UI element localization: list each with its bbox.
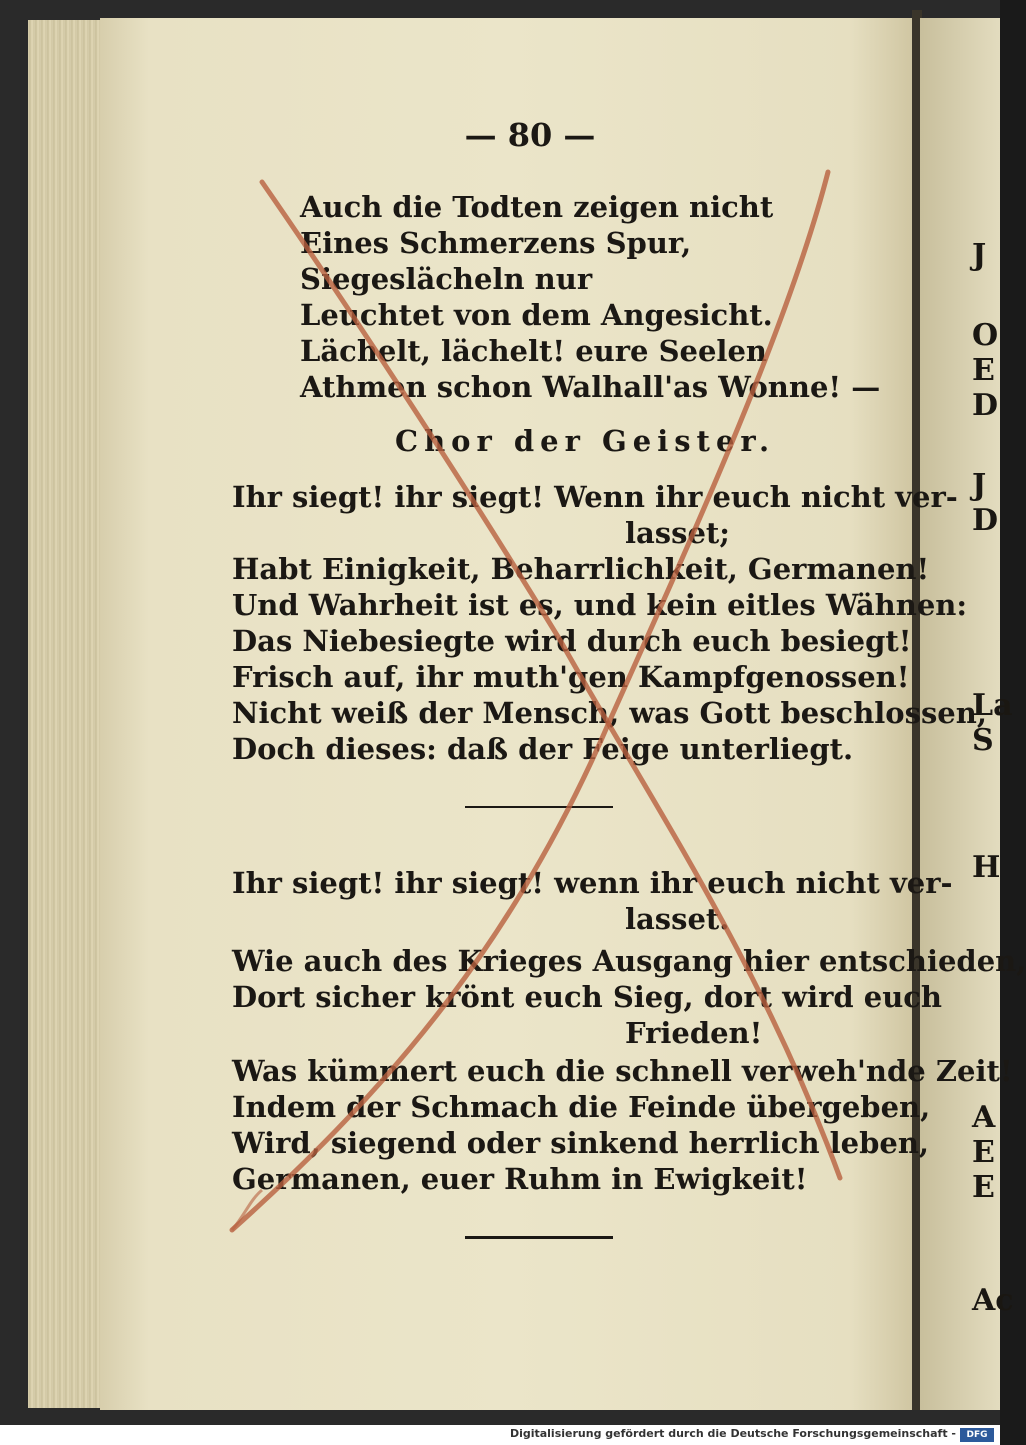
facing-fragment: D — [972, 388, 999, 423]
facing-fragment: A — [972, 1100, 996, 1135]
dfg-logo: DFG — [960, 1428, 994, 1442]
facing-fragment: E — [972, 353, 995, 388]
verse-line: Germanen, euer Ruhm in Ewigkeit! — [232, 1162, 808, 1196]
facing-fragment: D — [972, 503, 999, 538]
verse-line: Athmen schon Walhall'as Wonne! — — [300, 370, 881, 404]
facing-fragment: O — [972, 318, 999, 353]
facing-fragment: H — [972, 850, 1001, 885]
facing-fragment: Ac — [972, 1283, 1014, 1318]
verse-line-continuation: lasset. — [625, 902, 730, 936]
verse-line: Was kümmert euch die schnell verweh'nde Zeit! — [232, 1054, 1013, 1088]
verse-line: Nicht weiß der Mensch, was Gott beschlossen, — [232, 696, 987, 730]
section-divider — [465, 806, 613, 808]
verse-line: Siegeslächeln nur — [300, 262, 593, 296]
verse-line: Habt Einigkeit, Beharrlichkeit, Germanen! — [232, 552, 930, 586]
page-number: — 80 — — [464, 116, 596, 154]
verse-line: Lächelt, lächelt! eure Seelen — [300, 334, 767, 368]
verse-line: Eines Schmerzens Spur, — [300, 226, 692, 260]
page-edges — [28, 20, 108, 1408]
verse-line: Frisch auf, ihr muth'gen Kampfgenossen! — [232, 660, 910, 694]
verse-line: Doch dieses: daß der Feige unterliegt. — [232, 732, 854, 766]
verse-line-continuation: lasset; — [625, 516, 731, 550]
verse-line: Auch die Todten zeigen nicht — [300, 190, 774, 224]
facing-fragment: J — [972, 468, 987, 503]
facing-fragment: E — [972, 1135, 995, 1170]
verse-line: Indem der Schmach die Feinde übergeben, — [232, 1090, 931, 1124]
verse-line: Wie auch des Krieges Ausgang hier entschieden, — [232, 944, 1026, 978]
digitization-footer — [0, 1425, 1000, 1445]
verse-line: Dort sicher krönt euch Sieg, dort wird euch — [232, 980, 943, 1014]
footer-credit: Digitalisierung gefördert durch die Deutsche Forschungsgemeinschaft - — [509, 1427, 956, 1440]
facing-fragment: J — [972, 238, 987, 273]
facing-fragment: E — [972, 1170, 995, 1205]
verse-line: Ihr siegt! ihr siegt! wenn ihr euch nicht ver- — [232, 866, 953, 900]
verse-line: Ihr siegt! ihr siegt! Wenn ihr euch nicht ver- — [232, 480, 958, 514]
verse-line: Und Wahrheit ist es, und kein eitles Wähnen: — [232, 588, 968, 622]
verse-line: Leuchtet von dem Angesicht. — [300, 298, 773, 332]
verse-line: Wird, siegend oder sinkend herrlich leben, — [232, 1126, 930, 1160]
end-rule — [465, 1236, 613, 1239]
facing-fragment: La — [972, 688, 1013, 723]
section-heading: Chor der Geister. — [395, 424, 776, 458]
verse-line-continuation: Frieden! — [625, 1016, 763, 1050]
facing-fragment: S — [972, 723, 994, 758]
verse-line: Das Niebesiegte wird durch euch besiegt! — [232, 624, 912, 658]
